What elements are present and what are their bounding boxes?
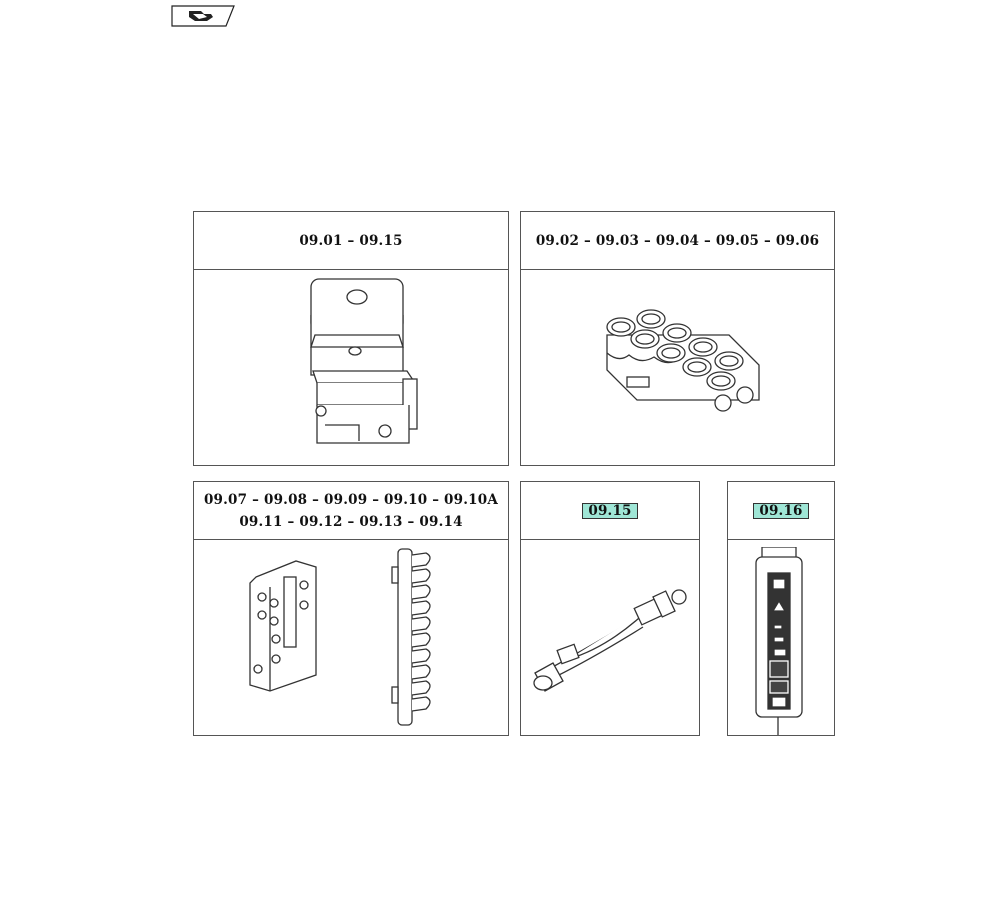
connector-rail-illustration [390,545,440,730]
panel-header-line: 09.02 – 09.03 – 09.04 – 09.05 – 09.06 [535,232,820,249]
panel-09-01[interactable] [193,211,509,466]
panel-header [194,482,508,540]
panel-illustration-area [194,269,508,465]
panel-illustration-area [194,539,508,735]
panel-header [194,212,508,270]
panel-09-07[interactable] [193,481,509,736]
panel-illustration-area [521,269,834,465]
panel-header [521,212,834,270]
panel-header [728,482,834,540]
panel-illustration-area [521,539,699,735]
panel-header [521,482,699,540]
distribution-block-illustration [246,557,326,697]
panel-header-line: 09.11 – 09.12 – 09.13 – 09.14 [239,513,463,530]
home-nav-button[interactable] [171,5,235,27]
manifold-block-illustration [599,305,769,420]
panel-illustration-area [728,539,834,735]
panel-09-16[interactable] [727,481,835,736]
panel-09-02[interactable] [520,211,835,466]
panel-header-line: 09.01 – 09.15 [299,232,403,249]
filter-housing-illustration [299,275,419,460]
highlighted-part-number[interactable]: 09.15 [582,503,637,519]
panel-header-line: 09.07 – 09.08 – 09.09 – 09.10 – 09.10A [203,491,499,508]
cable-harness-illustration [529,587,693,697]
control-pad-illustration [754,547,814,735]
highlighted-part-number[interactable]: 09.16 [753,503,808,519]
panel-09-15[interactable] [520,481,700,736]
